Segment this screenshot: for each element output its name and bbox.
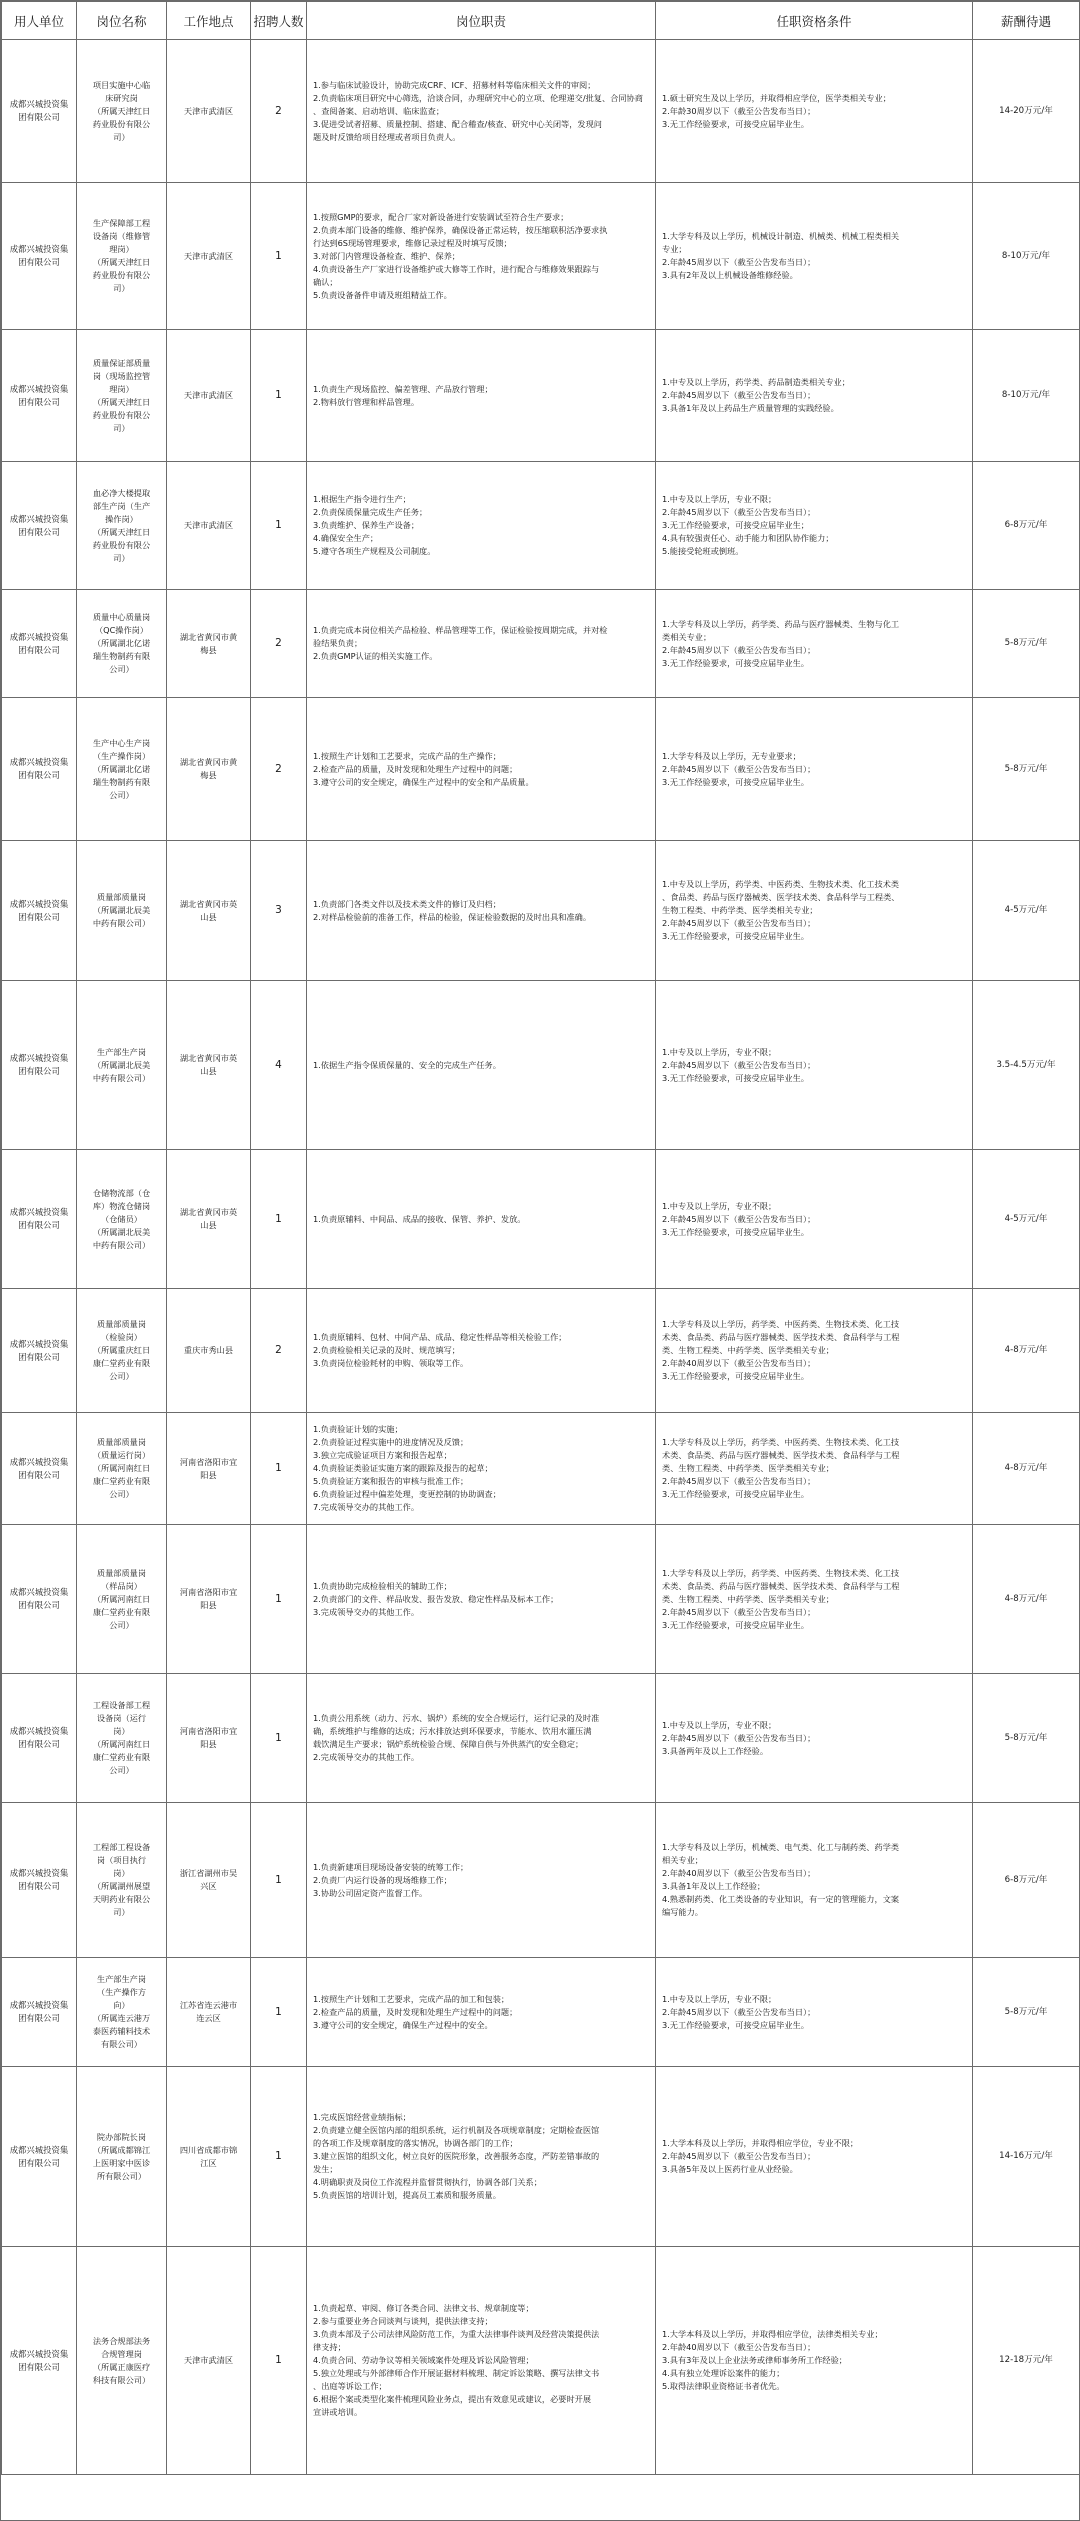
position-cell: 生产部生产岗 （所属湖北辰美 中药有限公司） <box>77 981 167 1150</box>
location-cell: 天津市武清区 <box>167 183 251 330</box>
header-position: 岗位名称 <box>77 2 167 40</box>
headcount-cell: 1 <box>251 1958 307 2067</box>
position-cell: 仓储物流部（仓 库）物流仓储岗 （仓储员） （所属湖北辰美 中药有限公司） <box>77 1150 167 1289</box>
employer-cell: 成都兴城投资集 团有限公司 <box>2 462 77 590</box>
employer-cell: 成都兴城投资集 团有限公司 <box>2 1525 77 1674</box>
salary-cell: 4-5万元/年 <box>973 1150 1080 1289</box>
location-cell: 天津市武清区 <box>167 40 251 183</box>
requirements-cell: 1.中专及以上学历，药学类、药品制造类相关专业； 2.年龄45周岁以下（截至公告发布当日）； 3.具备1年及以上药品生产质量管理的实践经验。 <box>656 330 973 462</box>
employer-cell: 成都兴城投资集 团有限公司 <box>2 2247 77 2475</box>
location-cell: 浙江省湖州市吴 兴区 <box>167 1803 251 1958</box>
location-cell: 重庆市秀山县 <box>167 1289 251 1413</box>
headcount-cell: 1 <box>251 2247 307 2475</box>
requirements-cell: 1.大学专科及以上学历，药学类、药品与医疗器械类、生物与化工 类相关专业； 2.年龄45周岁以下（截至公告发布当日）； 3.无工作经验要求，可接受应届毕业生。 <box>656 590 973 698</box>
salary-cell: 4-8万元/年 <box>973 1525 1080 1674</box>
headcount-cell: 1 <box>251 1413 307 1525</box>
requirements-cell: 1.大学专科及以上学历，机械设计制造、机械类、机械工程类相关 专业； 2.年龄45周岁以下（截至公告发布当日）； 3.具有2年及以上机械设备维修经验。 <box>656 183 973 330</box>
table-row <box>2 590 1080 698</box>
duties-cell: 1.负责公用系统（动力、污水、锅炉）系统的安全合规运行，运行记录的及时准 确，系统维护与维修的达成；污水排放达到环保要求，节能水、饮用水灌压满 载饮满足生产要求；锅炉系统检验合规、保障自供与外供蒸汽的安全稳定； 2.完成领导交办的其他工作。 <box>307 1674 656 1803</box>
location-cell: 湖北省黄冈市黄 梅县 <box>167 590 251 698</box>
employer-cell: 成都兴城投资集 团有限公司 <box>2 1150 77 1289</box>
salary-cell: 5-8万元/年 <box>973 590 1080 698</box>
location-cell: 湖北省黄冈市英 山县 <box>167 981 251 1150</box>
employer-cell: 成都兴城投资集 团有限公司 <box>2 841 77 981</box>
duties-cell: 1.负责生产现场监控、偏差管理、产品放行管理； 2.物料放行管理和样品管理。 <box>307 330 656 462</box>
table-row <box>2 1674 1080 1803</box>
headcount-cell: 2 <box>251 698 307 841</box>
header-location: 工作地点 <box>167 2 251 40</box>
position-cell: 生产部生产岗 （生产操作方 向） （所属连云港万 泰医药辅料技术 有限公司） <box>77 1958 167 2067</box>
headcount-cell: 1 <box>251 2067 307 2247</box>
headcount-cell: 1 <box>251 1150 307 1289</box>
salary-cell: 5-8万元/年 <box>973 698 1080 841</box>
requirements-cell: 1.中专及以上学历，药学类、中医药类、生物技术类、化工技术类 、食品类、药品与医疗器械类、医学技术类、食品科学与工程类、 生物工程类、中药学类、医学类相关专业； 2.年龄45周岁以下（截至公告发布当日）； 3.无工作经验要求，可接受应届毕业生。 <box>656 841 973 981</box>
salary-cell: 8-10万元/年 <box>973 330 1080 462</box>
header-salary: 薪酬待遇 <box>973 2 1080 40</box>
headcount-cell: 2 <box>251 590 307 698</box>
location-cell: 河南省洛阳市宜 阳县 <box>167 1525 251 1674</box>
table-row <box>2 1413 1080 1525</box>
requirements-cell: 1.中专及以上学历，专业不限； 2.年龄45周岁以下（截至公告发布当日）； 3.无工作经验要求，可接受应届毕业生。 <box>656 1958 973 2067</box>
position-cell: 质量部质量岗 （所属湖北辰美 中药有限公司） <box>77 841 167 981</box>
location-cell: 天津市武清区 <box>167 462 251 590</box>
table-row <box>2 183 1080 330</box>
position-cell: 质量部质量岗 （质量运行岗） （所属河南红日 康仁堂药业有限 公司） <box>77 1413 167 1525</box>
headcount-cell: 4 <box>251 981 307 1150</box>
table-row <box>2 1803 1080 1958</box>
headcount-cell: 2 <box>251 40 307 183</box>
requirements-cell: 1.大学专科及以上学历，机械类、电气类、化工与制药类、药学类 相关专业； 2.年龄40周岁以下（截至公告发布当日）； 3.具备1年及以上工作经验； 4.熟悉制药类、化工类设备的专业知识，有一定的管理能力，文案 编写能力。 <box>656 1803 973 1958</box>
table-row <box>2 462 1080 590</box>
salary-cell: 14-16万元/年 <box>973 2067 1080 2247</box>
salary-cell: 12-18万元/年 <box>973 2247 1080 2475</box>
table-row <box>2 1958 1080 2067</box>
duties-cell: 1.负责原辅料、中间品、成品的接收、保管、养护、发放。 <box>307 1150 656 1289</box>
position-cell: 质量保证部质量 岗（现场监控管 理岗） （所属天津红日 药业股份有限公 司） <box>77 330 167 462</box>
headcount-cell: 1 <box>251 462 307 590</box>
employer-cell: 成都兴城投资集 团有限公司 <box>2 1803 77 1958</box>
employer-cell: 成都兴城投资集 团有限公司 <box>2 981 77 1150</box>
table-row <box>2 2247 1080 2475</box>
position-cell: 项目实施中心临 床研究岗 （所属天津红日 药业股份有限公 司） <box>77 40 167 183</box>
headcount-cell: 3 <box>251 841 307 981</box>
headcount-cell: 1 <box>251 1803 307 1958</box>
salary-cell: 4-8万元/年 <box>973 1289 1080 1413</box>
requirements-cell: 1.硕士研究生及以上学历，并取得相应学位，医学类相关专业； 2.年龄30周岁以下（截至公告发布当日）； 3.无工作经验要求，可接受应届毕业生。 <box>656 40 973 183</box>
duties-cell: 1.负责新建项目现场设备安装的统筹工作； 2.负责厂内运行设备的现场维修工作； 3.协助公司固定资产监督工作。 <box>307 1803 656 1958</box>
duties-cell: 1.按照GMP的要求，配合厂家对新设备进行安装调试至符合生产要求； 2.负责本部门设备的维修、维护保养，确保设备正常运转，按压缩联积活净要求执 行达到6S现场管理要求，维修记录过程及时填写反馈； 3.对部门内管理设备检查、维护、保养； 4.负责设备生产厂家进行设备维护或大修等工作时，进行配合与维修效果跟踪与 确认； 5.负责设备备件申请及班组精益工作。 <box>307 183 656 330</box>
duties-cell: 1.依据生产指令保质保量的、安全的完成生产任务。 <box>307 981 656 1150</box>
salary-cell: 8-10万元/年 <box>973 183 1080 330</box>
duties-cell: 1.负责起草、审阅、修订各类合同、法律文书、规章制度等； 2.参与重要业务合同谈判与谈判，提供法律支持； 3.负责本部及子公司法律风险防范工作，为重大法律事件谈判及经营决策提供法 律支持； 4.负责合同、劳动争议等相关领域案件处理及诉讼风险管理； 5.独立处理或与外部律师合作开展证据材料梳理、制定诉讼策略、撰写法律文书 、出庭等诉讼工作； 6.根据个案或类型化案件梳理风险业务点，提出有效意见或建议，必要时开展 宣讲或培训。 <box>307 2247 656 2475</box>
header-duties: 岗位职责 <box>307 2 656 40</box>
requirements-cell: 1.大学专科及以上学历，无专业要求； 2.年龄45周岁以下（截至公告发布当日）； 3.无工作经验要求，可接受应届毕业生。 <box>656 698 973 841</box>
salary-cell: 5-8万元/年 <box>973 1674 1080 1803</box>
table-row <box>2 981 1080 1150</box>
header-requirements: 任职资格条件 <box>656 2 973 40</box>
requirements-cell: 1.大学专科及以上学历，药学类、中医药类、生物技术类、化工技 术类、食品类、药品与医疗器械类、医学技术类、食品科学与工程 类、生物工程类、中药学类、医学类相关专业； 2.年龄40周岁以下（截至公告发布当日）； 3.无工作经验要求，可接受应届毕业生。 <box>656 1289 973 1413</box>
duties-cell: 1.负责验证计划的实施； 2.负责验证过程实施中的进度情况及反馈； 3.独立完成验证项目方案和报告起草； 4.负责验证类验证实施方案的跟踪及报告的起草； 5.负责验证方案和报告的审核与批准工作； 6.负责验证过程中偏差处理，变更控制的协助调查； 7.完成领导交办的其他工作。 <box>307 1413 656 1525</box>
salary-cell: 6-8万元/年 <box>973 462 1080 590</box>
duties-cell: 1.按照生产计划和工艺要求，完成产品的生产操作； 2.检查产品的质量，及时发现和处理生产过程中的问题； 3.遵守公司的安全规定，确保生产过程中的安全和产品质量。 <box>307 698 656 841</box>
requirements-cell: 1.中专及以上学历，专业不限； 2.年龄45周岁以下（截至公告发布当日）； 3.无工作经验要求，可接受应届毕业生。 <box>656 981 973 1150</box>
location-cell: 江苏省连云港市 连云区 <box>167 1958 251 2067</box>
duties-cell: 1.负责原辅料、包材、中间产品、成品、稳定性样品等相关检验工作； 2.负责检验相关记录的及时、规范填写； 3.负责岗位检验耗材的申购、领取等工作。 <box>307 1289 656 1413</box>
headcount-cell: 1 <box>251 1674 307 1803</box>
position-cell: 血必净大楼提取 部生产岗（生产 操作岗） （所属天津红日 药业股份有限公 司） <box>77 462 167 590</box>
salary-cell: 5-8万元/年 <box>973 1958 1080 2067</box>
location-cell: 天津市武清区 <box>167 330 251 462</box>
location-cell: 湖北省黄冈市英 山县 <box>167 1150 251 1289</box>
headcount-cell: 1 <box>251 183 307 330</box>
table-row <box>2 1289 1080 1413</box>
duties-cell: 1.负责部门各类文件以及技术类文件的修订及归档； 2.对样品检验前的准备工作，样品的检验，保证检验数据的及时出具和准确。 <box>307 841 656 981</box>
position-cell: 工程设备部工程 设备岗（运行 岗） （所属河南红日 康仁堂药业有限 公司） <box>77 1674 167 1803</box>
salary-cell: 3.5-4.5万元/年 <box>973 981 1080 1150</box>
salary-cell: 4-5万元/年 <box>973 841 1080 981</box>
position-cell: 生产中心生产岗 （生产操作岗） （所属湖北亿诺 瑞生物制药有限 公司） <box>77 698 167 841</box>
duties-cell: 1.完成医馆经营业绩指标； 2.负责建立健全医馆内部的组织系统，运行机制及各项规章制度；定期检查医馆 的各项工作及规章制度的落实情况，协调各部门的工作； 3.建立医馆的组织文化，树立良好的医院形象，改善服务态度，严防差错事故的 发生； 4.明确职责及岗位工作流程并监督贯彻执行，协调各部门关系； 5.负责医馆的培训计划，提高员工素质和服务质量。 <box>307 2067 656 2247</box>
table-row <box>2 841 1080 981</box>
table-row <box>2 40 1080 183</box>
headcount-cell: 1 <box>251 330 307 462</box>
requirements-cell: 1.中专及以上学历，专业不限； 2.年龄45周岁以下（截至公告发布当日）； 3.具备两年及以上工作经验。 <box>656 1674 973 1803</box>
position-cell: 院办部院长岗 （所属成都锦江 上医明家中医诊 所有限公司） <box>77 2067 167 2247</box>
requirements-cell: 1.中专及以上学历，专业不限； 2.年龄45周岁以下（截至公告发布当日）； 3.无工作经验要求，可接受应届毕业生。 <box>656 1150 973 1289</box>
requirements-cell: 1.大学本科及以上学历，并取得相应学位，专业不限； 2.年龄45周岁以下（截至公告发布当日）； 3.具备5年及以上医药行业从业经验。 <box>656 2067 973 2247</box>
duties-cell: 1.负责协助完成检验相关的辅助工作； 2.负责部门的文件、样品收发、报告发放、稳定性样品及标本工作； 3.完成领导交办的其他工作。 <box>307 1525 656 1674</box>
recruitment-table <box>1 1 1080 2475</box>
duties-cell: 1.参与临床试验设计，协助完成CRF、ICF、招募材料等临床相关文件的审阅； 2.负责临床项目研究中心筛选，洽谈合同，办理研究中心的立项、伦理递交/批复、合同协商 、查阅备案、启动培训、临床监查； 3.促进受试者招募、质量控制、搭建、配合稽查/核查、研究中心关闭等，发现问 题及时反馈给项目经理或者项目负责人。 <box>307 40 656 183</box>
position-cell: 质量部质量岗 （检验岗） （所属重庆红日 康仁堂药业有限 公司） <box>77 1289 167 1413</box>
table-row <box>2 1150 1080 1289</box>
requirements-cell: 1.中专及以上学历，专业不限； 2.年龄45周岁以下（截至公告发布当日）； 3.无工作经验要求，可接受应届毕业生； 4.具有较强责任心、动手能力和团队协作能力； 5.能接受轮班或倒班。 <box>656 462 973 590</box>
headcount-cell: 1 <box>251 1525 307 1674</box>
header-count: 招聘人数 <box>251 2 307 40</box>
employer-cell: 成都兴城投资集 团有限公司 <box>2 698 77 841</box>
location-cell: 湖北省黄冈市黄 梅县 <box>167 698 251 841</box>
requirements-cell: 1.大学本科及以上学历，并取得相应学位，法律类相关专业； 2.年龄40周岁以下（截至公告发布当日）； 3.具有3年及以上企业法务或律师事务所工作经验； 4.具有独立处理诉讼案件的能力； 5.取得法律职业资格证书者优先。 <box>656 2247 973 2475</box>
table-row <box>2 330 1080 462</box>
duties-cell: 1.根据生产指令进行生产； 2.负责保质保量完成生产任务； 3.负责维护、保养生产设备； 4.确保安全生产； 5.遵守各项生产规程及公司制度。 <box>307 462 656 590</box>
salary-cell: 4-8万元/年 <box>973 1413 1080 1525</box>
employer-cell: 成都兴城投资集 团有限公司 <box>2 183 77 330</box>
employer-cell: 成都兴城投资集 团有限公司 <box>2 1958 77 2067</box>
location-cell: 湖北省黄冈市英 山县 <box>167 841 251 981</box>
employer-cell: 成都兴城投资集 团有限公司 <box>2 1289 77 1413</box>
table-row <box>2 2067 1080 2247</box>
position-cell: 生产保障部工程 设备岗（维修管 理岗） （所属天津红日 药业股份有限公 司） <box>77 183 167 330</box>
table-row <box>2 698 1080 841</box>
employer-cell: 成都兴城投资集 团有限公司 <box>2 330 77 462</box>
employer-cell: 成都兴城投资集 团有限公司 <box>2 590 77 698</box>
position-cell: 质量部质量岗 （样品岗） （所属河南红日 康仁堂药业有限 公司） <box>77 1525 167 1674</box>
header-unit: 用人单位 <box>2 2 77 40</box>
location-cell: 河南省洛阳市宜 阳县 <box>167 1413 251 1525</box>
salary-cell: 14-20万元/年 <box>973 40 1080 183</box>
header-row <box>2 2 1080 40</box>
location-cell: 天津市武清区 <box>167 2247 251 2475</box>
headcount-cell: 2 <box>251 1289 307 1413</box>
table-row <box>2 1525 1080 1674</box>
employer-cell: 成都兴城投资集 团有限公司 <box>2 2067 77 2247</box>
position-cell: 法务合规部法务 合规管理岗 （所属正康医疗 科技有限公司） <box>77 2247 167 2475</box>
location-cell: 四川省成都市锦 江区 <box>167 2067 251 2247</box>
location-cell: 河南省洛阳市宜 阳县 <box>167 1674 251 1803</box>
employer-cell: 成都兴城投资集 团有限公司 <box>2 1413 77 1525</box>
requirements-cell: 1.大学专科及以上学历，药学类、中医药类、生物技术类、化工技 术类、食品类、药品与医疗器械类、医学技术类、食品科学与工程 类、生物工程类、中药学类、医学类相关专业； 2.年龄45周岁以下（截至公告发布当日）； 3.无工作经验要求，可接受应届毕业生。 <box>656 1413 973 1525</box>
employer-cell: 成都兴城投资集 团有限公司 <box>2 1674 77 1803</box>
salary-cell: 6-8万元/年 <box>973 1803 1080 1958</box>
duties-cell: 1.按照生产计划和工艺要求，完成产品的加工和包装； 2.检查产品的质量，及时发现和处理生产过程中的问题； 3.遵守公司的安全规定，确保生产过程中的安全。 <box>307 1958 656 2067</box>
requirements-cell: 1.大学专科及以上学历，药学类、中医药类、生物技术类、化工技 术类、食品类、药品与医疗器械类、医学技术类、食品科学与工程 类、生物工程类、中药学类、医学类相关专业； 2.年龄45周岁以下（截至公告发布当日）； 3.无工作经验要求，可接受应届毕业生。 <box>656 1525 973 1674</box>
position-cell: 质量中心质量岗 （QC操作岗） （所属湖北亿诺 瑞生物制药有限 公司） <box>77 590 167 698</box>
position-cell: 工程部工程设备 岗（项目执行 岗） （所属湖州展望 天明药业有限公 司） <box>77 1803 167 1958</box>
duties-cell: 1.负责完成本岗位相关产品检验、样品管理等工作，保证检验按周期完成，并对检 验结果负责； 2.负责GMP认证的相关实施工作。 <box>307 590 656 698</box>
employer-cell: 成都兴城投资集 团有限公司 <box>2 40 77 183</box>
